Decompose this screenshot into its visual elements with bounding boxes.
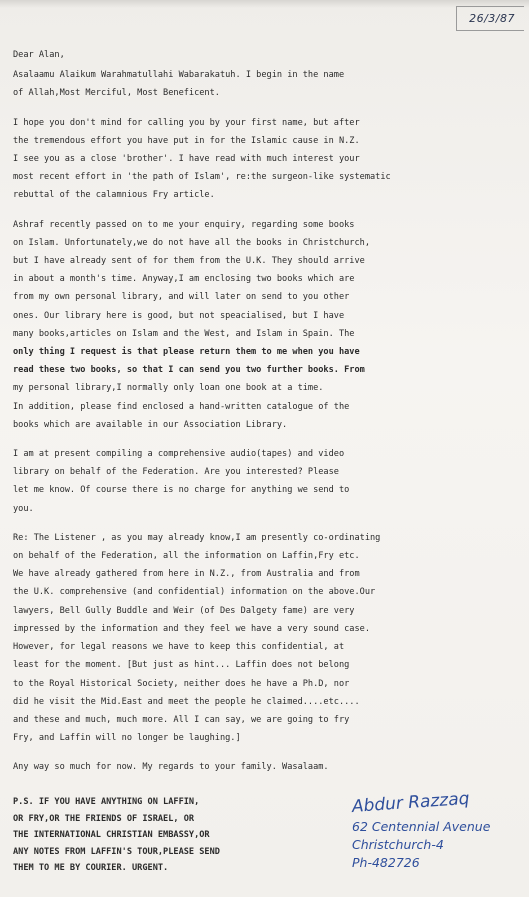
text-line: I see you as a close 'brother'. I have read with much interest your [13,154,360,165]
text-line: lawyers, Bell Gully Buddle and Weir (of Des Dalgety fame) are very [13,605,355,616]
ps-line: OR FRY,OR THE FRIENDS OF ISRAEL, OR [13,813,195,824]
text-line: In addition, please find enclosed a hand-written catalogue of the [13,401,350,412]
paragraph-closing [13,758,515,776]
text-line: the tremendous effort you have put in for the Islamic cause in N.Z. [13,135,360,146]
text-line: but I have already sent of for them from the U.K. They should arrive [13,256,365,267]
text-line: did he visit the Mid.East and meet the people he claimed....etc.... [13,696,360,707]
text-line: library on behalf of the Federation. Are you interested? Please [13,467,339,478]
text-line: in about a month's time. Anyway,I am enclosing two books which are [13,274,355,285]
text-line: However, for legal reasons we have to keep this confidential, at [13,642,345,653]
text-line: on behalf of the Federation, all the information on Laffin,Fry etc. [13,551,360,562]
text-line: books which are available in our Association Library. [13,419,288,430]
text-line: impressed by the information and they feel we have a very sound case. [13,623,370,634]
text-line-bold: read these two books, so that I can send you two further books. From [13,365,365,376]
text-line: and these and much, much more. All I can say, we are going to fry [13,714,350,725]
text-line: most recent effort in 'the path of Islam', re:the surgeon-like systematic [13,172,391,183]
phone-line: Ph-482726 [352,855,420,870]
page-top-shadow [0,0,529,8]
text-line: the U.K. comprehensive (and confidential) information on the above.Our [13,587,376,598]
signature-block [351,788,522,872]
text-line: my personal library,I normally only loan one book at a time. [13,383,324,394]
text-line: on Islam. Unfortunately,we do not have all the books in Christchurch, [13,237,370,248]
paragraph-books [13,216,515,434]
text-line: let me know. Of course there is no charge for anything we send to [13,485,350,496]
text-line: I am at present compiling a comprehensive audio(tapes) and video [13,449,345,460]
text-line: least for the moment. [But just as hint... Laffin does not belong [13,660,350,671]
ps-line: THEM TO ME BY COURIER. URGENT. [13,863,169,873]
address-line: 62 Centennial Avenue [352,819,491,834]
paragraph-introduction [13,114,515,205]
address-line: Christchurch-4 [352,837,444,852]
ps-line: P.S. IF YOU HAVE ANYTHING ON LAFFIN, [13,797,200,807]
text-line: We have already gathered from here in N.Z., from Australia and from [13,569,360,580]
text-line: Fry, and Laffin will no longer be laughing.] [13,733,241,744]
text-line: you. [13,503,34,514]
paragraph-listener [13,529,515,747]
text-line: of Allah,Most Merciful, Most Beneficent. [13,88,220,99]
postscript [13,794,303,877]
text-line: Asalaamu Alaikum Warahmatullahi Wabarakatuh. I begin in the name [13,70,345,81]
signature-name: Abdur Razzaq [351,788,471,817]
salutation: Dear Alan, [13,50,65,60]
text-line: Any way so much for now. My regards to your family. Wasalaam. [13,762,329,773]
text-line: Re: The Listener , as you may already know,I am presently co-ordinating [13,532,381,543]
paragraph-greeting [13,66,515,102]
letter-date: 26/3/87 [469,12,515,25]
letter-body [13,46,515,788]
ps-line: THE INTERNATIONAL CHRISTIAN EMBASSY,OR [13,830,210,840]
text-line: Ashraf recently passed on to me your enquiry, regarding some books [13,219,355,230]
text-line: from my own personal library, and will later on send to you other [13,292,350,303]
text-line: many books,articles on Islam and the West, and Islam in Spain. The [13,328,355,339]
text-line: I hope you don't mind for calling you by your first name, but after [13,117,360,128]
text-line: ones. Our library here is good, but not speacialised, but I have [13,310,345,321]
paragraph-audio-library [13,445,515,518]
text-line-bold: only thing I request is that please return them to me when you have [13,347,360,358]
text-line: to the Royal Historical Society, neither does he have a Ph.D, nor [13,678,350,689]
text-line: rebuttal of the calamnious Fry article. [13,190,215,201]
ps-line: ANY NOTES FROM LAFFIN'S TOUR,PLEASE SEND [13,846,220,857]
